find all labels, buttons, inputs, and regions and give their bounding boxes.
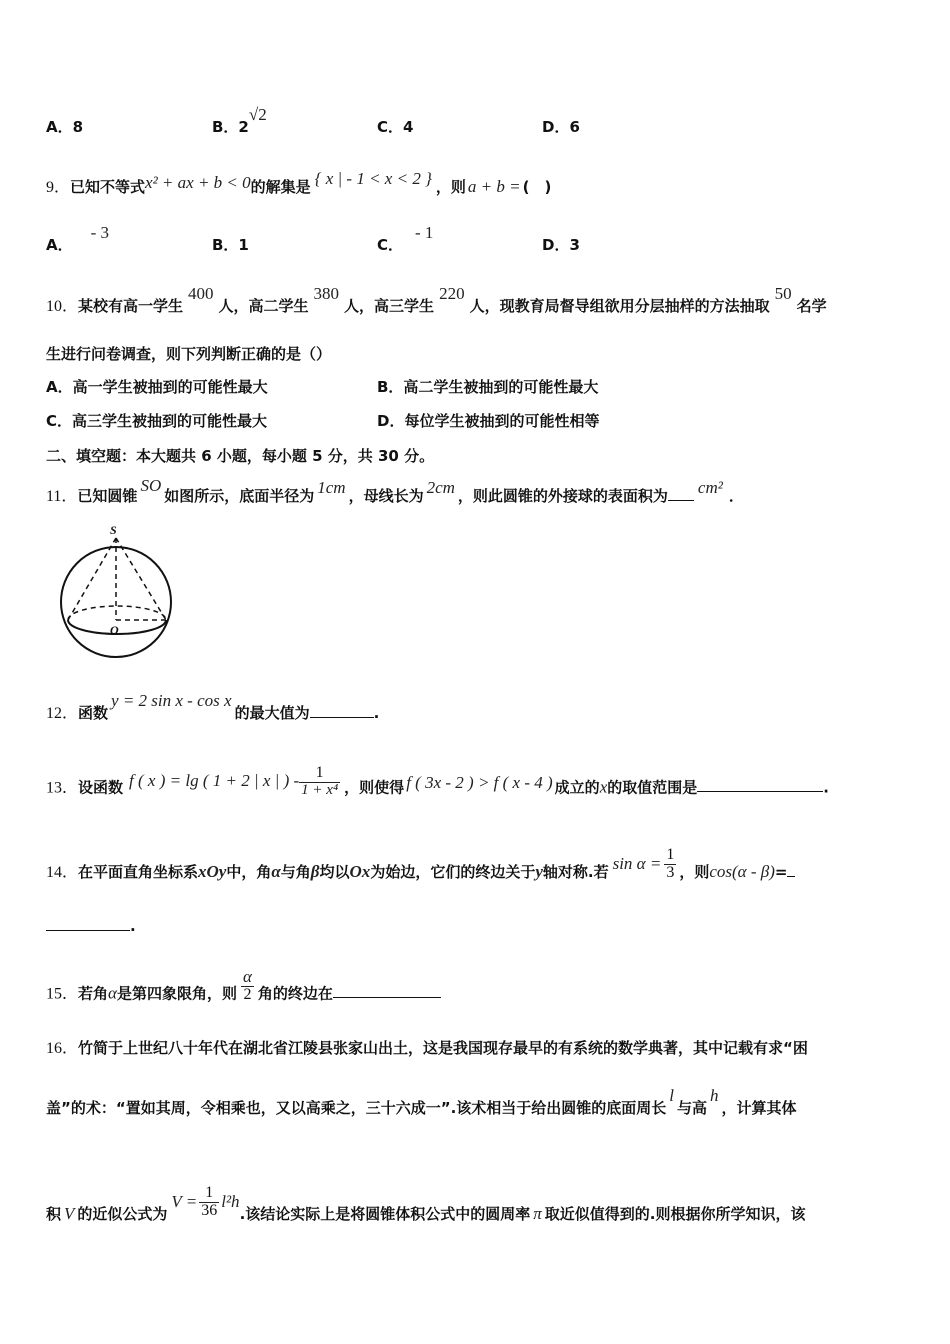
q13-var-x: x xyxy=(599,777,608,797)
q10-n3: 220 xyxy=(439,284,465,303)
q14-stem xyxy=(46,846,795,890)
q9-option-c xyxy=(377,223,434,255)
q14-t3: 与角 xyxy=(280,862,311,881)
q15-t1: 若角 xyxy=(78,984,109,1003)
q8-option-b-math: √2 xyxy=(248,105,267,124)
q11-stem xyxy=(46,476,744,506)
q10-stem xyxy=(46,284,827,316)
q9-text2: 的解集是 xyxy=(250,178,311,196)
q13-end: . xyxy=(823,778,829,797)
q11-t1: 已知圆锥 xyxy=(77,487,138,505)
q8-option-a: A．8 xyxy=(46,118,84,136)
q9-solution-set: { x | - 1 < x < 2 } xyxy=(314,169,432,188)
q14-answer-blank[interactable] xyxy=(46,916,130,931)
q14-alpha: α xyxy=(271,861,281,881)
q14-t4: 均以 xyxy=(319,862,350,881)
q12-answer-blank[interactable] xyxy=(310,703,374,718)
q10-t2: 人，高二学生 xyxy=(218,297,309,315)
q14-t6: 轴对称.若 xyxy=(542,862,609,881)
q12-number: 12． xyxy=(46,705,79,722)
q11-slant: 2cm xyxy=(426,478,455,497)
q10-number: 10． xyxy=(46,298,79,315)
q16-line3a: 积 xyxy=(46,1204,62,1223)
q10-option-d: D．每位学生被抽到的可能性相等 xyxy=(377,412,600,430)
q9-option-c-math: - 1 xyxy=(415,223,434,242)
q14-frac-den: 3 xyxy=(666,863,675,881)
q14-sin-lhs: sin α = xyxy=(612,853,662,873)
q13-frac-num: 1 xyxy=(299,765,340,783)
q11-unit: cm² xyxy=(697,478,723,497)
q14-t5: 为始边，它们的终边关于 xyxy=(370,862,536,881)
q14-y: y xyxy=(535,861,543,881)
q14-ox: Ox xyxy=(349,861,371,881)
q11-t3: ，母线长为 xyxy=(348,487,424,505)
q9-sum: a + b = xyxy=(467,177,521,196)
q15-frac-num: α xyxy=(242,967,252,986)
q13-frac-den: 1 + x⁴ xyxy=(301,781,339,798)
q13-number: 13． xyxy=(46,779,79,797)
q16-l: l xyxy=(669,1086,675,1105)
q13-function-lhs: f ( x ) = lg ( 1 + 2 | x | ) - xyxy=(129,771,300,791)
q11-base-back-arc xyxy=(68,606,166,620)
q9-option-a xyxy=(46,223,110,255)
section-2-title: 二、填空题：本大题共 6 小题，每小题 5 分，共 30 分。 xyxy=(46,447,435,465)
q12-stem xyxy=(46,691,380,723)
q11-answer-blank[interactable] xyxy=(668,486,694,501)
q16-formula-rhs: l²h xyxy=(221,1191,240,1211)
q16-line3d: 取近似值得到的.则根据你所学知识，该 xyxy=(544,1204,806,1223)
q8-option-b-label: B．2 xyxy=(212,118,249,136)
q14-t2: 中，角 xyxy=(226,862,272,881)
q16-frac-num: 1 xyxy=(199,1185,219,1203)
q13-t2: ，则使得 xyxy=(344,778,405,797)
q11-number: 11． xyxy=(46,488,78,505)
q16-fraction xyxy=(199,1185,219,1220)
q16-line2 xyxy=(46,1086,797,1118)
q12-t1: 函数 xyxy=(78,704,109,722)
q10-n4: 50 xyxy=(774,284,792,303)
q10-n1: 400 xyxy=(188,284,214,303)
q13-answer-blank[interactable] xyxy=(697,777,823,792)
q15-frac-den: 2 xyxy=(243,985,252,1003)
q14-t8: = xyxy=(774,862,788,881)
q12-function: y = 2 sin x - cos x xyxy=(111,691,232,710)
q9-text1: 已知不等式 xyxy=(70,178,146,196)
q13-t4: 的取值范围是 xyxy=(607,778,698,797)
q11-t2: 如图所示，底面半径为 xyxy=(164,487,315,505)
q16-line1 xyxy=(46,1035,808,1058)
q9-number: 9． xyxy=(46,179,71,196)
q16-pi: π xyxy=(533,1203,542,1223)
q10-t4: 人，现教育局督导组欲用分层抽样的方法抽取 xyxy=(469,297,770,315)
q14-beta: β xyxy=(310,861,320,881)
q15-alpha: α xyxy=(108,983,117,1003)
q16-formula-lhs: V = xyxy=(171,1191,198,1211)
q11-so: SO xyxy=(140,476,162,495)
q16-line3c: .该结论实际上是将圆锥体积公式中的圆周率 xyxy=(239,1204,531,1223)
q16-line2b: 与高 xyxy=(677,1099,708,1117)
q16-frac-den: 36 xyxy=(201,1201,218,1219)
q14-cos-expr: cos(α - β) xyxy=(709,861,775,881)
q10-t5: 名学 xyxy=(796,297,827,315)
q15-fraction xyxy=(241,968,254,1004)
q10-t1: 某校有高一学生 xyxy=(78,297,184,315)
q14-xoy: xOy xyxy=(198,861,227,881)
q14-number: 14． xyxy=(46,863,79,881)
q10-option-c: C．高三学生被抽到的可能性最大 xyxy=(46,412,268,430)
q9-option-c-label: C． xyxy=(377,236,404,254)
q15-stem xyxy=(46,967,441,1012)
q16-line1-text: 竹简于上世纪八十年代在湖北省江陵县张家山出土，这是我国现存最早的有系统的数学典著，其中记载有求“困 xyxy=(78,1039,808,1057)
q9-text3: ，则 xyxy=(435,178,466,196)
q10-option-a: A．高一学生被抽到的可能性最大 xyxy=(46,378,268,396)
q15-t2: 是第四象限角，则 xyxy=(116,984,237,1003)
q14-line2 xyxy=(46,916,136,935)
q11-label-s: S xyxy=(110,523,117,537)
q16-h: h xyxy=(710,1086,719,1105)
q10-n2: 380 xyxy=(313,284,340,303)
q14-fraction xyxy=(664,847,676,882)
q15-t3: 角的终边在 xyxy=(257,984,333,1003)
q14-t7: ，则 xyxy=(679,862,710,881)
q13-t1: 设函数 xyxy=(78,778,124,797)
q16-line3 xyxy=(46,1184,806,1232)
q16-line3b: 的近似公式为 xyxy=(77,1204,168,1223)
q10-line2: 生进行问卷调查，则下列判断正确的是（） xyxy=(46,345,332,363)
q10-option-b: B．高二学生被抽到的可能性最大 xyxy=(377,378,599,396)
q16-line2a: 盖”的术：“置如其周，令相乘也，又以高乘之，三十六成一”.该术相当于给出圆锥的底面周长 xyxy=(46,1099,667,1117)
q15-answer-blank[interactable] xyxy=(333,983,441,998)
q13-stem xyxy=(46,764,829,805)
q12-t2: 的最大值为 xyxy=(234,704,310,722)
q11-sphere-cone-figure xyxy=(58,522,178,662)
q9-option-a-math: - 3 xyxy=(90,223,110,242)
q9-inequality: x² + ax + b < 0 xyxy=(145,173,251,192)
q12-end: . xyxy=(373,704,380,722)
q13-inequality: f ( 3x - 2 ) > f ( x - 4 ) xyxy=(406,773,553,793)
q9-option-d: D．3 xyxy=(542,236,580,254)
q11-label-o: O xyxy=(110,623,119,637)
q13-t3: 成立的 xyxy=(554,778,600,797)
q9-paren: ( ) xyxy=(522,178,552,196)
q14-t1: 在平面直角坐标系 xyxy=(78,862,199,881)
q14-frac-num: 1 xyxy=(666,846,675,863)
q9-option-b: B．1 xyxy=(212,236,249,254)
q14-answer-blank-start[interactable] xyxy=(787,862,795,877)
q11-end: ． xyxy=(728,487,744,505)
q16-number: 16． xyxy=(46,1040,79,1057)
q8-option-d: D．6 xyxy=(542,118,580,136)
q9-stem xyxy=(46,169,552,197)
q16-v: V xyxy=(64,1203,75,1223)
q16-line2c: ，计算其体 xyxy=(721,1099,797,1117)
q8-option-c: C．4 xyxy=(377,118,414,136)
q14-end: . xyxy=(130,917,136,935)
q13-fraction xyxy=(299,765,340,799)
q11-radius: 1cm xyxy=(317,478,346,497)
q11-t4: ，则此圆锥的外接球的表面积为 xyxy=(457,487,668,505)
q9-option-a-label: A． xyxy=(46,236,73,254)
q10-t3: 人，高三学生 xyxy=(344,297,435,315)
q8-option-b xyxy=(212,105,267,137)
q15-number: 15． xyxy=(46,985,79,1003)
